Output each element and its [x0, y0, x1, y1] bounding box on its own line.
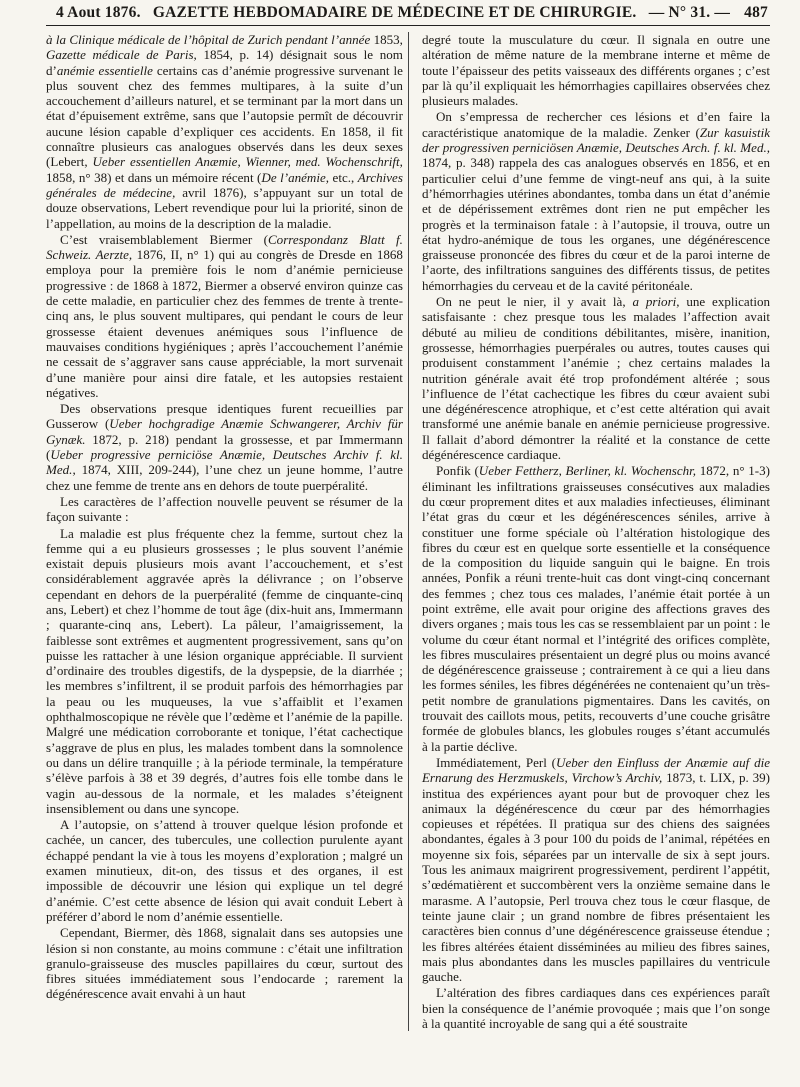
paragraph [422, 463, 770, 754]
text: 1874, XIII, 209-244), l’une chez un jeune homme, l’autre chez une femme de trente ans en dehors de toute puerpéralité. [46, 462, 403, 493]
text: On ne peut le nier, il y avait là, [435, 294, 633, 310]
text: 1872, n° 1-3) éliminant les infiltrations graisseuses consécutives aux maladies du cœur proprement dites et aux maladies infectieuses, éliminant l’état gras du cœur et les dégénérescences séniles, arrive à constituer une forme spéciale où l’altération histologique des fibres du cœur est en quelque sorte essentielle et la conséquence de la composition du liquide sanguin qui le baigne. En trois années, Ponfik a réuni trente-huit cas dont vingt-cinq concernant des femmes ; chez tous ces malades, l’anémie était portée à un point extrême, elle avait pour origine des affections graves des divers organes ; mais tous les cas se ressemblaient par un point : le volume du cœur étant normal et l’intégrité des orifices complète, les fibres musculaires présentaient un degré plus ou moins avancé de dégénérescence graisseuse ; contrairement à ce qui a lieu dans les formes séniles, les fibres dégénérées ne contenaient qu’un très-petit nombre de granulations pigmentaires. Dans les cavités, on trouvait des caillots mous, petits, recouverts d’une couche grisâtre formée de globules blancs, les globules rouges s’étant accumulés à la partie déclive. [421, 463, 770, 754]
citation: Correspondanz Blatt f. Schweiz. Aerzte, [46, 231, 403, 263]
citation: Ueber essentiellen Anæmie, Wienner, med. Wochenschrift, [92, 154, 403, 170]
paragraph: La maladie est plus fréquente chez la femme, surtout chez la femme qui a eu plusieurs grossesses ; le plus souvent l’anémie existait depuis plusieurs mois avant l’accouchement, et s’est considérablement aggravée après la délivrance ; on l’observe cependant en dehors de la puerpéralité (femme de cinquante-cinq ans, Lebert) et chez l’homme de tout âge (dix-huit ans, Immermann ; quarante-cinq ans, Lebert). La pâleur, l’amaigrissement, la faiblesse sont extrêmes et augmentent progressivement, sans qu’on puisse les rattacher à une lésion organique appréciable. Il survient d’ordinaire des troubles digestifs, de la dyspepsie, de la diarrhée ; les membres s’infiltrent, il se produit parfois des hémorrhagies par la peau ou les muqueuses, la vue s’affaiblit et l’examen ophthalmoscopique ne révèle que l’œdème et l’anémie de la papille. Malgré une médication corroborante et tonique, l’état cachectique s’aggrave de plus en plus, les malades tombent dans la somnolence ou dans un délire tranquille ; à la période terminale, la température s’élève parfois à 38 et 39 degrés, d’autres fois elle tombe dans le vagin au-dessous de la normale, et les malades s’éteignent insensiblement ou dans une syncope. [46, 525, 403, 816]
citation: Archives générales de médecine, [46, 169, 403, 200]
paragraph: A l’autopsie, on s’attend à trouver quelque lésion profonde et cachée, un cancer, des tubercules, une collection purulente ayant échappé pendant la vie à tous les moyens d’exploration ; malgré un examen minutieux, dit-on, des tissus et des organes, il est impossible de découvrir une lésion qui explique un tel degré d’anémie. C’est cette absence de lésion qui avait conduit Lebert à préférer d’abord le nom d’anémie essentielle. [46, 817, 403, 924]
text: 1876, II, n° 1) qui au congrès de Dresde en 1868 employa pour la première fois le nom d’anémie pernicieuse progressive : de 1868 à 1872, Biermer a observé environ quinze cas de cette maladie, en particulier chez des femmes de trente à trente-cinq ans, le plus souvent multipares, qui pendant le cours de leur grossesse étaient devenues anémiques sous l’influence de mauvaises conditions hygiéniques ; après l’accouchement l’anémie ne cessait de s’aggraver sans cause appréciable, la mort survenait d’une manière pour ainsi dire fatale, et les autopsies restaient négatives. [46, 247, 403, 400]
text: Des observations presque identiques furent recueillies par Gusserow ( [46, 401, 403, 432]
citation: Zur kasuistik der progressiven perniciösen Anæmie, Deutsches Arch. f. kl. Med., [421, 124, 770, 156]
header-right [649, 4, 768, 22]
emphasis: a priori, [632, 294, 680, 310]
page-number: 487 [744, 4, 768, 21]
paragraph [46, 32, 403, 231]
running-header [46, 4, 770, 26]
text: On s’empressa de rechercher ces lésions et d’en faire la caractéristique anatomique de la maladie. Zenker ( [421, 109, 770, 140]
paragraph: Les caractères de l’affection nouvelle peuvent se résumer de la façon suivante : [46, 493, 403, 525]
paragraph: degré toute la musculature du cœur. Il signala en outre une altération de même nature de la membrane interne et même de toute l’épaisseur des petits vaisseaux des différents organes ; c’est par là qu’il expliquait les hémorrhagies capillaires observées chez plusieurs malades. [421, 32, 770, 109]
text: avril 1876), s’appuyant sur un total de douze observations, Lebert revendique pour lui la priorité, sinon de l’appellation, au moins de la description de la maladie. [46, 184, 403, 231]
paragraph [422, 294, 770, 462]
citation: à la Clinique médicale de l’hôpital de Zurich pendant l’année [46, 32, 371, 47]
header-date: 4 Aout 1876. [56, 4, 141, 21]
body-columns [46, 32, 770, 1031]
text: 1872, p. 218) pendant la grossesse, et par Immermann ( [46, 431, 403, 463]
citation: Ueber den Einfluss der Anæmie auf die Ernarung des Herzmuskels, Virchow’s Archiv, [421, 754, 771, 786]
text: Immédiatement, Perl ( [435, 754, 557, 770]
citation: Gazette médicale de Paris, [46, 47, 197, 63]
right-column [413, 32, 770, 1031]
paragraph [46, 232, 403, 400]
paragraph: Cependant, Biermer, dès 1868, signalait dans ses autopsies une lésion si non constante, au moins commune : c’était une infiltration granulo-graisseuse des muscles papillaires du cœur, surtout des fibres situées immédiatement sous l’endocarde ; rarement la dégénérescence avait envahi à un haut [46, 925, 403, 1002]
citation: Ueber Fettherz, Berliner, kl. Wochenschr, [478, 463, 697, 479]
text: 1853, [370, 32, 403, 47]
text: Ponfik ( [435, 463, 479, 479]
text: 1854, p. 14) désignait sous le nom d’ [46, 47, 403, 78]
text: C’est vraisemblablement Biermer ( [60, 231, 268, 247]
paragraph [422, 109, 770, 293]
left-column [46, 32, 409, 1031]
text: 1873, t. LIX, p. 39) institua des expériences ayant pour but de provoquer chez les animaux la dégénérescence du cœur par des hémorrhagies copieuses et répétées. Il pratiqua sur des chiens des saignées abondantes, égales à 3 pour 100 du poids de l’animal, répétées en moyenne six fois, séparées par un intervalle de six à sept jours. Tous les animaux maigrirent progressivement, perdirent l’appétit, s’œdématièrent et succombèrent vers la onzième semaine dans le marasme. A l’autopsie, Perl trouva chez tous le cœur flasque, de teinte jaune clair ; un grand nombre de fibres présentaient les caractères bien connus d’une dégénérescence graisseuse étendue ; les fibres altérées étaient disséminées au milieu des fibres saines, mais plus abondantes dans les muscles papillaires du ventricule gauche. [421, 770, 770, 985]
text: 1858, n° 38) et dans un mémoire récent ( [46, 169, 262, 185]
citation: Ueber progressive perniciöse Anæmie, Deutsches Archiv f. kl. Med., [46, 447, 403, 478]
text: certains cas d’anémie progressive survenant le plus souvent chez des femmes multipares, à la suite d’un accouchement d’ailleurs naturel, et se terminant par la mort dans un état d’épuisement extrême, sans que l’autopsie permît de découvrir aucune lésion capable d’expliquer ces accidents. En 1858, il fit connaître plusieurs cas analogues observés dans les deux sexes (Lebert, [46, 62, 403, 170]
text: une explication satisfaisante : chez presque tous les malades l’affection avait débuté au milieu de conditions débilitantes, misère, inanition, grossesse, hémorrhagies puerpérales ou autres, toutes causes qui produisent constamment l’anémie ; chez certains malades la nutrition générale avait été trop profondément altérée ; sous l’influence de l’état cachectique les fibres du cœur avaient subi une dégénérescence atrophique, et c’est cette altération qui avait transformé une anémie banale en anémie pernicieuse progressive. Il fallait d’abord démontrer la réalité et la constance de cette dégénérescence cardiaque. [421, 294, 771, 463]
text: etc., [329, 169, 358, 185]
paragraph [422, 755, 770, 984]
text: 1874, p. 348) rappela des cas analogues observés en 1856, et en particulier celui d’une femme de vingt-neuf ans qui, à la suite d’hémorrhagies utérines abondantes, tomba dans un état d’anémie et de dépérissement extrêmes dont rien ne put empêcher les progrès et la terminaison fatale : à l’autopsie, il trouva, outre un état hydro-anémique de tous les organes, une dégénérescence graisseuse prononcée des fibres du cœur et de la paroi interne de l’aorte, des infiltrations sanguines des différents tissus, de petites hémorrhagies du cerveau et de la cavité péritonéale. [421, 155, 770, 293]
issue-number: — N° 31. — [648, 4, 731, 21]
paragraph [46, 401, 403, 493]
header-title: GAZETTE HEBDOMADAIRE DE MÉDECINE ET DE CHIRURGIE. [152, 4, 637, 21]
paragraph: L’altération des fibres cardiaques dans ces expériences paraît bien la conséquence de l’anémie provoquée ; mais que l’on songe à la quantité incroyable de sang qui a été soustraite [421, 985, 770, 1031]
citation: Ueber hochgradige Anæmie Schwangerer, Archiv für Gynæk. [46, 416, 403, 447]
citation: De l’anémie, [261, 169, 330, 185]
emphasis: anémie essentielle [56, 62, 153, 78]
